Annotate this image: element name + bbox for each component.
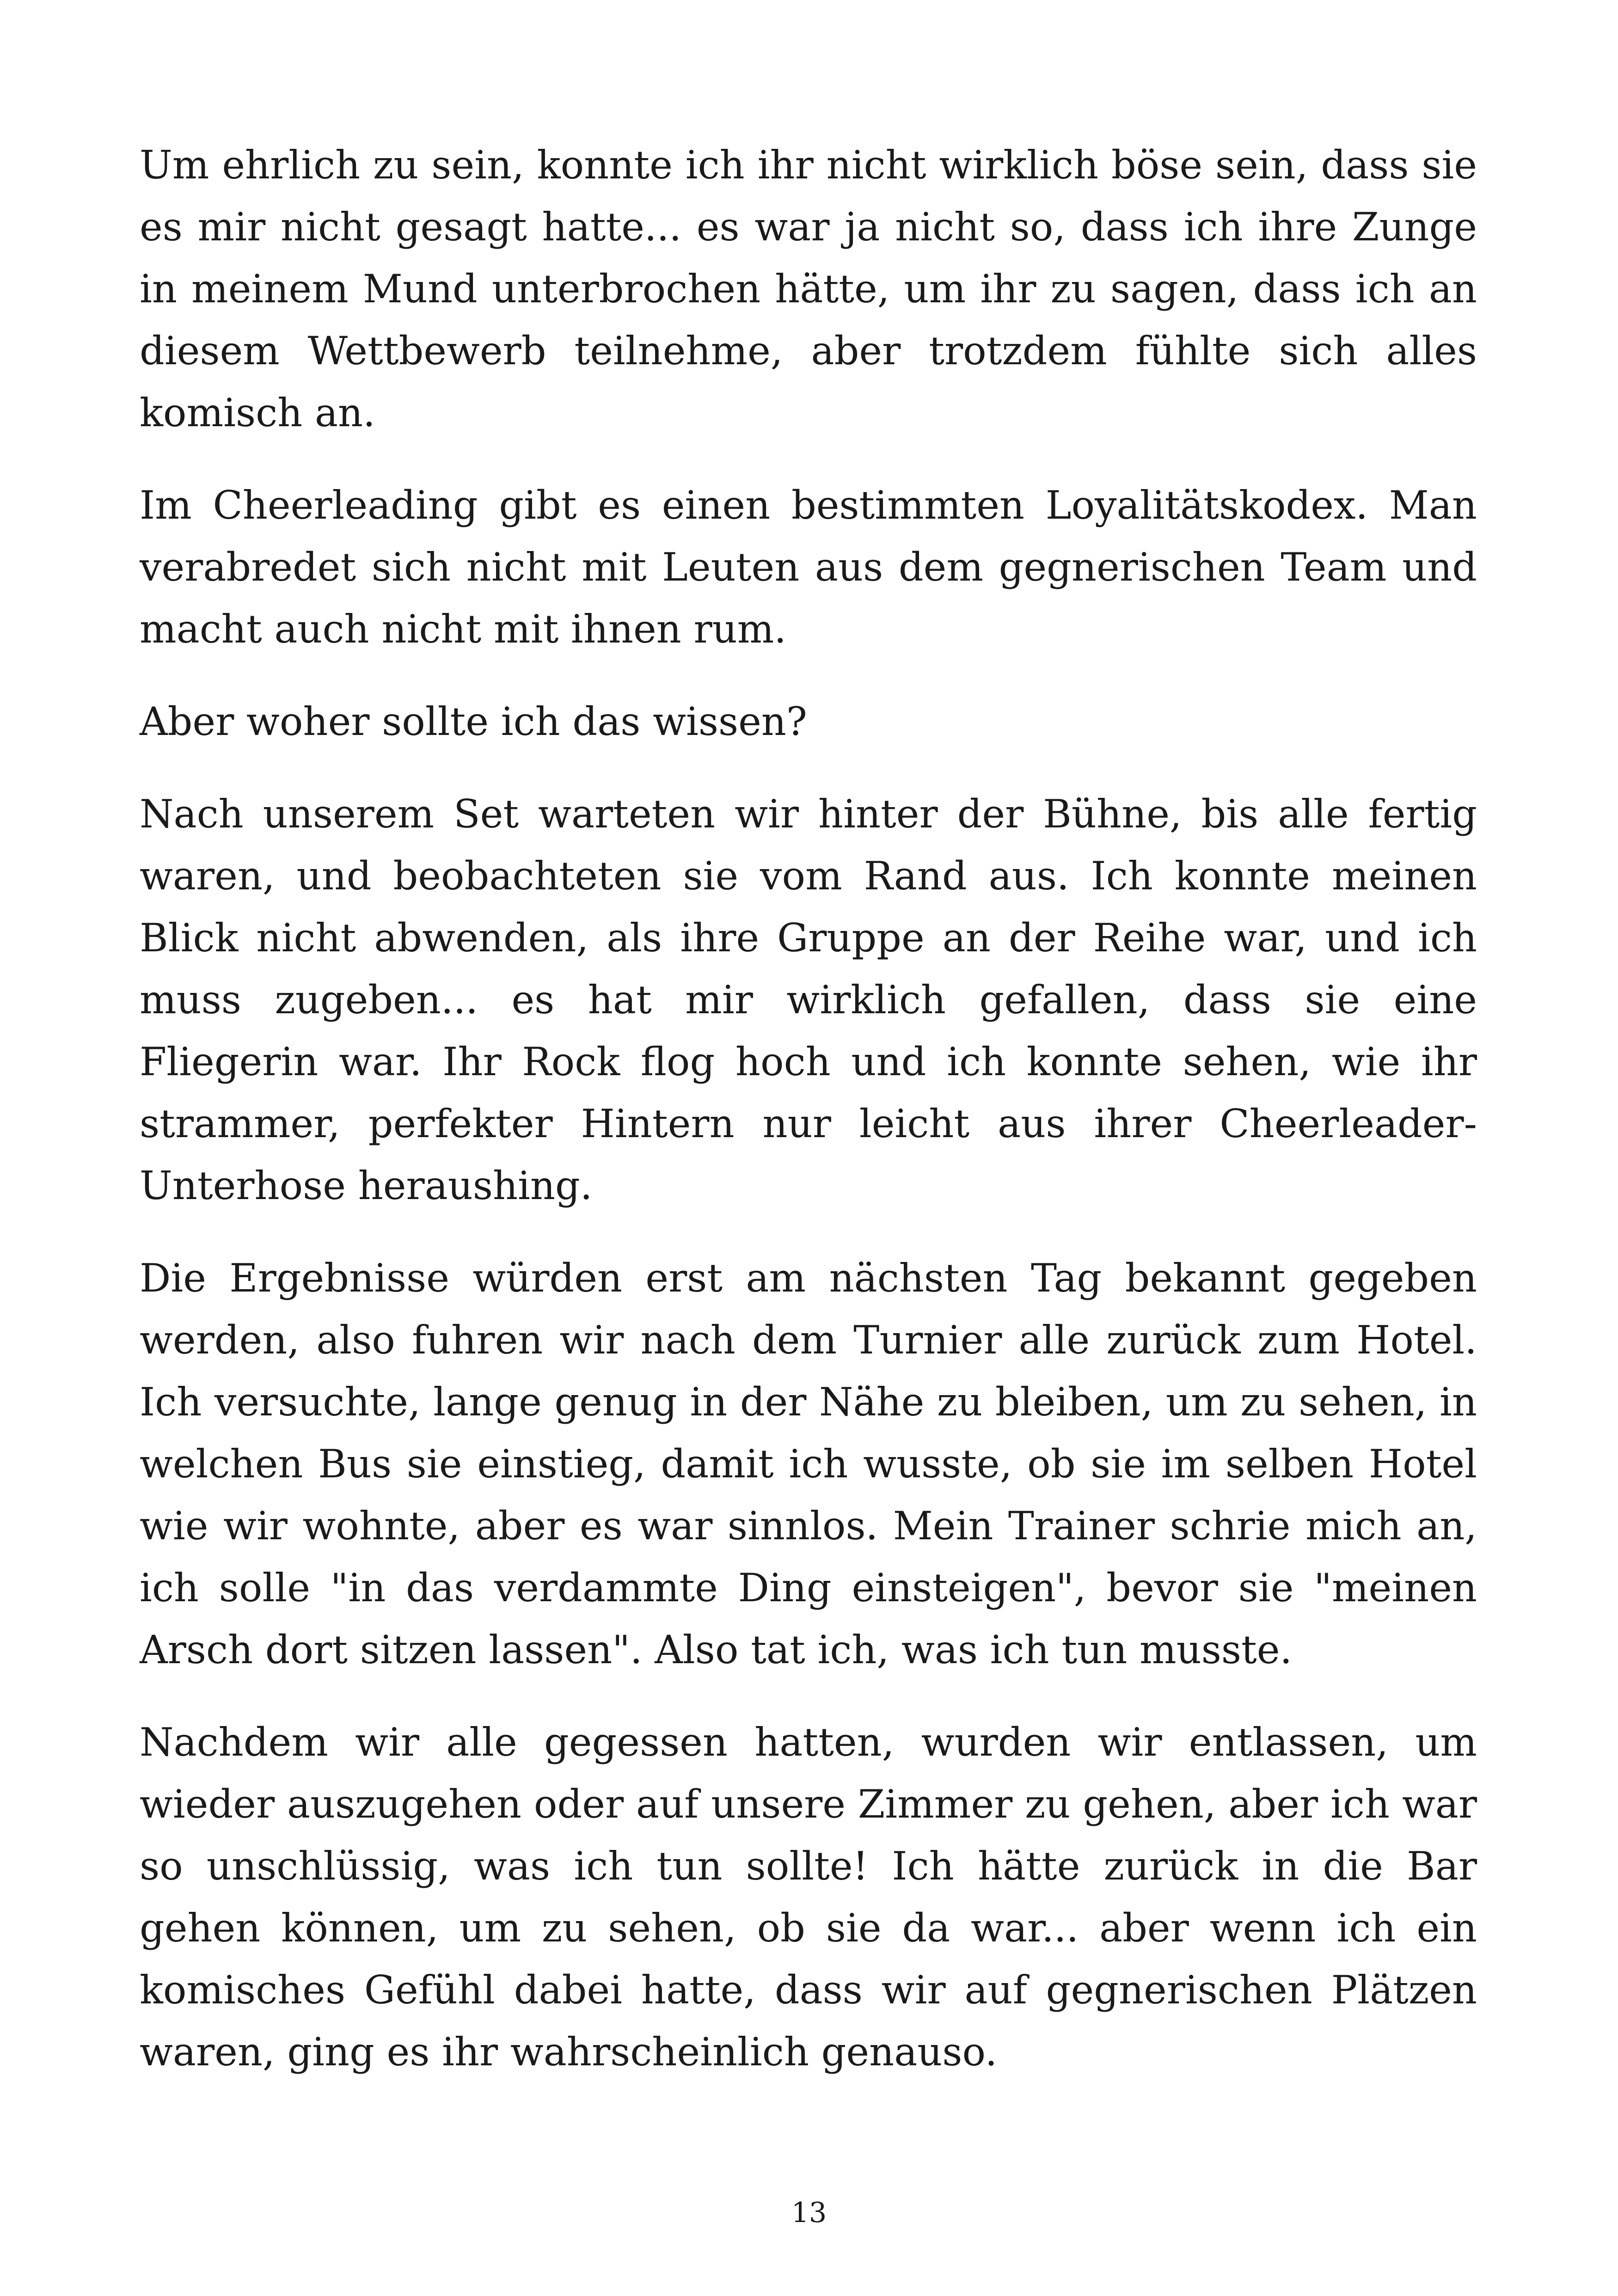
- page-number: 13: [791, 2197, 827, 2229]
- paragraph: Nachdem wir alle gegessen hatten, wurden wir entlassen, um wieder auszugehen oder auf unsere Zimmer zu gehen, aber ich war so unschlüssig, was ich tun sollte! Ich hätte zurück in die Bar gehen können, um zu sehen, ob sie da war... aber wenn ich ein komisches Gefühl dabei hatte, dass wir auf gegnerischen Plätzen waren, ging es ihr wahrscheinlich genauso.: [140, 1720, 1477, 2075]
- paragraph: Um ehrlich zu sein, konnte ich ihr nicht wirklich böse sein, dass sie es mir nicht gesagt hatte... es war ja nicht so, dass ich ihre Zunge in meinem Mund unterbrochen hätte, um ihr zu sagen, dass ich an diesem Wettbewerb teilnehme, aber trotzdem fühlte sich alles komisch an.: [140, 142, 1477, 435]
- paragraph: Nach unserem Set warteten wir hinter der Bühne, bis alle fertig waren, und beobachteten sie vom Rand aus. Ich konnte meinen Blick nicht abwenden, als ihre Gruppe an der Reihe war, und ich muss zugeben... es hat mir wirklich gefallen, dass sie eine Fliegerin war. Ihr Rock flog hoch und ich konnte sehen, wie ihr strammer, perfekter Hintern nur leicht aus ihrer Cheerleader-Unterhose heraushing.: [140, 791, 1477, 1208]
- paragraph: Aber woher sollte ich das wissen?: [140, 699, 807, 744]
- paragraph: Im Cheerleading gibt es einen bestimmten Loyalitätskodex. Man verabredet sich nicht mit Leuten aus dem gegnerischen Team und macht auch nicht mit ihnen rum.: [140, 483, 1477, 652]
- body-text: [140, 134, 1477, 2113]
- paragraph: Die Ergebnisse würden erst am nächsten Tag bekannt gegeben werden, also fuhren wir nach dem Turnier alle zurück zum Hotel. Ich versuchte, lange genug in der Nähe zu bleiben, um zu sehen, in welchen Bus sie einstieg, damit ich wusste, ob sie im selben Hotel wie wir wohnte, aber es war sinnlos. Mein Trainer schrie mich an, ich solle "in das verdammte Ding einsteigen", bevor sie "meinen Arsch dort sitzen lassen". Also tat ich, was ich tun musste.: [140, 1255, 1477, 1672]
